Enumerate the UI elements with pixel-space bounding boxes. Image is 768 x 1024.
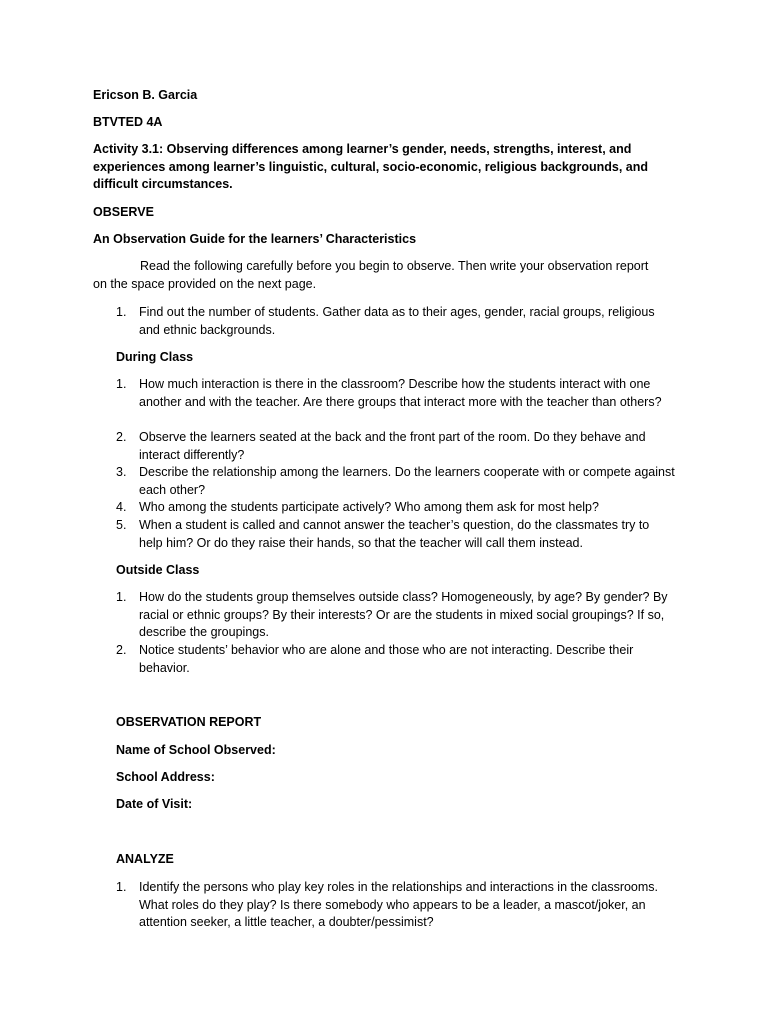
outside-class-label: Outside Class xyxy=(116,563,200,577)
item-number: 2. xyxy=(116,430,127,444)
observation-report-heading: OBSERVATION REPORT xyxy=(116,715,262,729)
list-item xyxy=(116,304,676,339)
item-number: 1. xyxy=(116,590,127,604)
list-item xyxy=(116,464,676,499)
item-text: How do the students group themselves outside class? Homogeneously, by age? By gender? By racial or ethnic groups? By their interests? Or are the students in mixed social groupings? If so, describe the groupings. xyxy=(139,590,668,639)
item-text: Observe the learners seated at the back and the front part of the room. Do they behave and interact differently? xyxy=(139,430,646,462)
item-text: Find out the number of students. Gather data as to their ages, gender, racial groups, religious and ethnic backgrounds. xyxy=(139,305,655,337)
date-of-visit-label: Date of Visit: xyxy=(116,797,193,811)
author-name: Ericson B. Garcia xyxy=(93,88,198,102)
item-number: 3. xyxy=(116,465,127,479)
list-item xyxy=(116,429,676,464)
list-item xyxy=(116,589,676,642)
guide-title: An Observation Guide for the learners’ Characteristics xyxy=(93,232,417,246)
item-text: How much interaction is there in the classroom? Describe how the students interact with one another and with the teacher. Are there groups that interact more with the teacher than others? xyxy=(139,377,662,409)
analyze-heading: ANALYZE xyxy=(116,852,174,866)
during-class-label: During Class xyxy=(116,350,194,364)
list-item xyxy=(116,879,676,932)
school-address-label: School Address: xyxy=(116,770,215,784)
item-number: 1. xyxy=(116,880,127,894)
item-text: Notice students’ behavior who are alone and those who are not interacting. Describe their behavior. xyxy=(139,643,634,675)
school-name-label: Name of School Observed: xyxy=(116,743,276,757)
activity-title: Activity 3.1: Observing differences among learner’s gender, needs, strengths, interest, and experiences among learner’s linguistic, cultural, socio-economic, religious backgrounds, and difficult circumstances. xyxy=(93,142,649,191)
item-number: 1. xyxy=(116,377,127,391)
item-text: Who among the students participate actively? Who among them ask for most help? xyxy=(139,500,599,514)
item-text: Identify the persons who play key roles in the relationships and interactions in the classrooms. What roles do they play? Is there somebody who appears to be a leader, a mascot/joker, an attention seeker, a little teacher, a doubter/pessimist? xyxy=(139,880,659,929)
item-number: 4. xyxy=(116,500,127,514)
item-number: 5. xyxy=(116,518,127,532)
list-item xyxy=(116,376,676,411)
item-text: When a student is called and cannot answer the teacher’s question, do the classmates try to help him? Or do they raise their hands, so that the teacher will call them instead. xyxy=(139,518,650,550)
list-item xyxy=(116,642,676,677)
observe-heading: OBSERVE xyxy=(93,205,154,219)
intro-paragraph: Read the following carefully before you begin to observe. Then write your observation report on the space provided on the next page. xyxy=(93,259,649,291)
course-section: BTVTED 4A xyxy=(93,115,163,129)
item-number: 2. xyxy=(116,643,127,657)
item-number: 1. xyxy=(116,305,127,319)
item-text: Describe the relationship among the learners. Do the learners cooperate with or compete against each other? xyxy=(139,465,675,497)
list-item xyxy=(116,499,676,517)
list-item xyxy=(116,517,676,552)
